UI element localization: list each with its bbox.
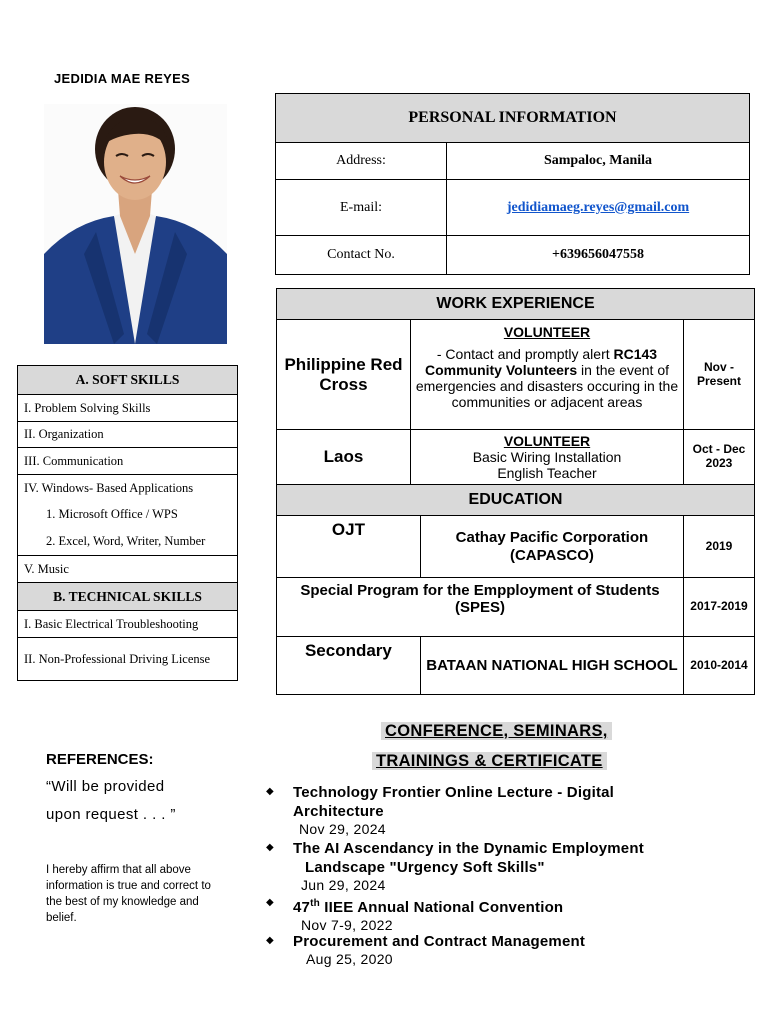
work-org: Laos	[277, 430, 411, 485]
address-value: Sampaloc, Manila	[447, 143, 750, 180]
conference-date: Aug 25, 2020	[306, 951, 393, 967]
education-year: 2010-2014	[684, 637, 755, 695]
technical-skill-item: II. Non-Professional Driving License	[18, 638, 238, 681]
bullet-icon: ◆	[266, 897, 274, 908]
conference-date: Nov 7-9, 2022	[301, 917, 393, 933]
skills-table	[17, 365, 238, 681]
soft-skills-title: A. SOFT SKILLS	[18, 366, 238, 395]
references-line: “Will be provided	[46, 778, 165, 795]
applicant-name: JEDIDIA MAE REYES	[54, 71, 191, 86]
education-year: 2017-2019	[684, 578, 755, 637]
soft-skill-item: I. Problem Solving Skills	[18, 395, 238, 422]
conference-item: ◆ Technology Frontier Online Lecture - Digital Architecture Nov 29, 2024	[266, 783, 746, 838]
education-program: Special Program for the Empployment of Students (SPES)	[277, 578, 684, 637]
conference-title-line1: CONFERENCE, SEMINARS,	[381, 722, 612, 740]
conference-item: ◆ Procurement and Contract Management Aug 25, 2020	[266, 932, 746, 968]
conference-date: Nov 29, 2024	[299, 821, 386, 837]
education-title: EDUCATION	[277, 485, 755, 516]
contact-label: Contact No.	[276, 236, 447, 275]
profile-photo	[44, 104, 227, 344]
personal-info-table	[275, 93, 750, 275]
soft-skill-item: II. Organization	[18, 422, 238, 448]
work-description-line: Basic Wiring Installation	[472, 448, 622, 465]
work-education-table	[276, 288, 755, 695]
conference-date: Jun 29, 2024	[301, 877, 386, 893]
soft-skill-item: IV. Windows- Based Applications	[18, 475, 238, 502]
conference-title-line2: TRAININGS & CERTIFICATE	[372, 752, 607, 770]
education-year: 2019	[684, 516, 755, 578]
bullet-icon: ◆	[266, 786, 274, 797]
soft-skill-item: V. Music	[18, 556, 238, 583]
education-level: Secondary	[277, 637, 421, 695]
work-org: Philippine Red Cross	[277, 320, 411, 430]
soft-skill-item: III. Communication	[18, 448, 238, 475]
email-label: E-mail:	[276, 180, 447, 236]
bullet-icon: ◆	[266, 842, 274, 853]
personal-info-title: PERSONAL INFORMATION	[276, 94, 750, 143]
education-school: Cathay Pacific Corporation (CAPASCO)	[420, 516, 683, 578]
technical-skill-item: I. Basic Electrical Troubleshooting	[18, 611, 238, 638]
email-link[interactable]: jedidiamaeg.reyes@gmail.com	[506, 199, 690, 215]
address-label: Address:	[276, 143, 447, 180]
work-description-line: English Teacher	[497, 465, 597, 482]
bullet-icon: ◆	[266, 935, 274, 946]
education-school: BATAAN NATIONAL HIGH SCHOOL	[420, 637, 683, 695]
contact-value: +639656047558	[447, 236, 750, 275]
work-description: - Contact and promptly alert RC143 Community Volunteers in the event of emergencies and disasters occuring in the communities or adjacent areas	[415, 346, 679, 411]
work-role: VOLUNTEER	[503, 432, 591, 449]
references-line: upon request . . . ”	[46, 806, 176, 823]
education-level: OJT	[277, 516, 421, 578]
technical-skills-title: B. TECHNICAL SKILLS	[18, 583, 238, 611]
soft-skill-subitem: 2. Excel, Word, Writer, Number	[18, 528, 238, 556]
work-role: VOLUNTEER	[503, 324, 591, 340]
conference-item: ◆ The AI Ascendancy in the Dynamic Employment Landscape "Urgency Soft Skills" Jun 29, 2024	[266, 839, 746, 894]
work-date: Nov - Present	[684, 320, 755, 430]
work-experience-title: WORK EXPERIENCE	[277, 289, 755, 320]
affirmation-text: I hereby affirm that all above information is true and correct to the best of my knowledge and belief.	[46, 864, 211, 924]
work-date: Oct - Dec 2023	[684, 430, 755, 485]
conference-item: ◆ 47th IIEE Annual National Convention Nov 7-9, 2022	[266, 894, 746, 934]
soft-skill-subitem: 1. Microsoft Office / WPS	[18, 502, 238, 528]
references-title: REFERENCES:	[46, 751, 154, 768]
